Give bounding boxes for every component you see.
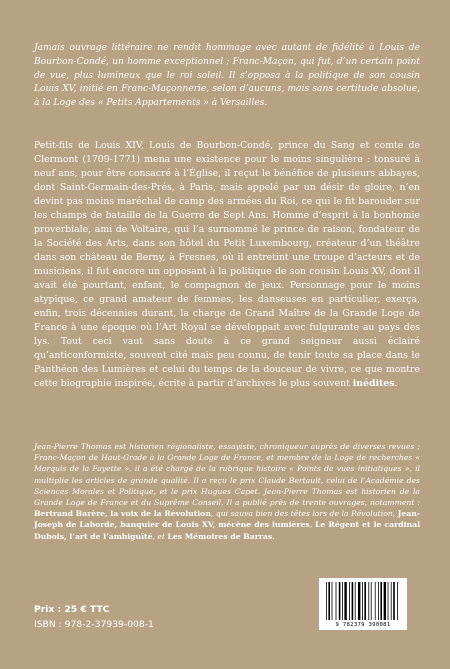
author-bio: [34, 441, 420, 542]
book-title-4: Les Mémoires de Barras: [167, 531, 273, 541]
main-body-end: .: [394, 378, 398, 389]
isbn-label: ISBN : 978-2-37939-008-1: [34, 619, 154, 630]
bio-sep-4: , et: [152, 531, 168, 541]
barcode: [319, 578, 407, 630]
price-label: Prix : 25 € TTC: [34, 604, 110, 615]
author-bio-text: Jean-Pierre Thomas est historien régionaliste, essayiste, chroniqueur auprès de diverses revues ; Franc-Maçon de Haut-Grade à la Grande Loge de France, et membre de la Loge de recherches « Marquis de la Fayette », il a été chargé de la rubrique histoire « Points de vues initiatiques », il multiplie les articles de grande qualité. Il a reçu le prix Claude Bertault, celui de l’Académie des Sciences Morales et Politique, et le prix Hugues Capet. Jean-Pierre Thomas est historien de la Grande Loge de France et du Suprême Conseil. Il a publié près de trente ouvrages, notamment :: [34, 442, 420, 508]
main-body-paragraph: [34, 139, 420, 391]
main-body-text: Petit-fils de Louis XIV, Louis de Bourbon-Condé, prince du Sang et comte de Clermont (1709-1771) mena une existence pour le moins singulière : tonsuré à neuf ans, pour être consacré à l’Église, il reçut le bénéfice de plusieurs abbayes, dont Saint-Germain-des-Prés, à Paris, mais appelé par un désir de gloire, n’en devint pas moins maréchal de camp des armées du Roi, ce qui le fit barouder sur les champs de bataille de la Guerre de Sept Ans. Homme d’esprit à la bonhomie proverbiale, ami de Voltaire, qui l’a surnommé le prince de raison, fondateur de la Société des Arts, dans son hôtel du Petit Luxembourg, créateur d’un théâtre dans son château de Berny, à Fresnes, où il entretint une troupe d’acteurs et de musiciens, il fut encore un opposant à la politique de son cousin Louis XV, dont il avait été pourtant, enfant, le compagnon de jeux. Personnage pour le moins atypique, ce grand amateur de femmes, les danseuses en particulier, exerça, enfin, trois décennies durant, la charge de Grand Maître de la Grande Loge de France à une époque où l’Art Royal se développait avec fulgurante au pays des lys. Tout ceci vaut sans doute à ce grand seigneur aussi éclairé qu’anticonformiste, souvent cité mais peu connu, de tenir toute sa place dans le Panthéon des Lumières et celui du temps de la douceur de vivre, ce que montre cette biographie inspirée, écrite à partir d’archives le plus souvent: [34, 140, 420, 389]
book-subtitle-1: qui sauva bien des têtes lors de la Révolution: [215, 509, 393, 519]
bio-sep-1: ,: [210, 509, 216, 519]
barcode-bars: [326, 582, 400, 620]
bio-sep-2: ,: [392, 509, 398, 519]
book-title-2: Jean-Joseph de Laborde, banquier de Louis XV, mécène des lumières: [34, 509, 420, 530]
book-title-3: Le Régent et le cardinal Dubois, l’art de l’ambiguïté: [34, 520, 420, 541]
intro-paragraph: Jamais ouvrage littéraire ne rendit hommage avec autant de fidélité à Louis de Bourbon-Condé, un homme exceptionnel ; Franc-Maçon, qui fut, d’un certain point de vue, plus lumineux que le roi soleil. Il s’opposa à la politique de son cousin Louis XV, initié en Franc-Maçonnerie, selon d’aucuns, mais sans certitude absolue, à la Loge des « Petits Appartements » à Versailles.: [34, 43, 420, 109]
book-title-1: Bertrand Barère, la voix de la Révolution: [34, 509, 211, 519]
bio-sep-3: ,: [309, 520, 316, 530]
barcode-number: 9 782379 390081: [335, 622, 391, 628]
price-block: [34, 602, 154, 632]
bio-end: .: [272, 531, 275, 541]
main-body-emphasis: inédites: [352, 378, 395, 389]
